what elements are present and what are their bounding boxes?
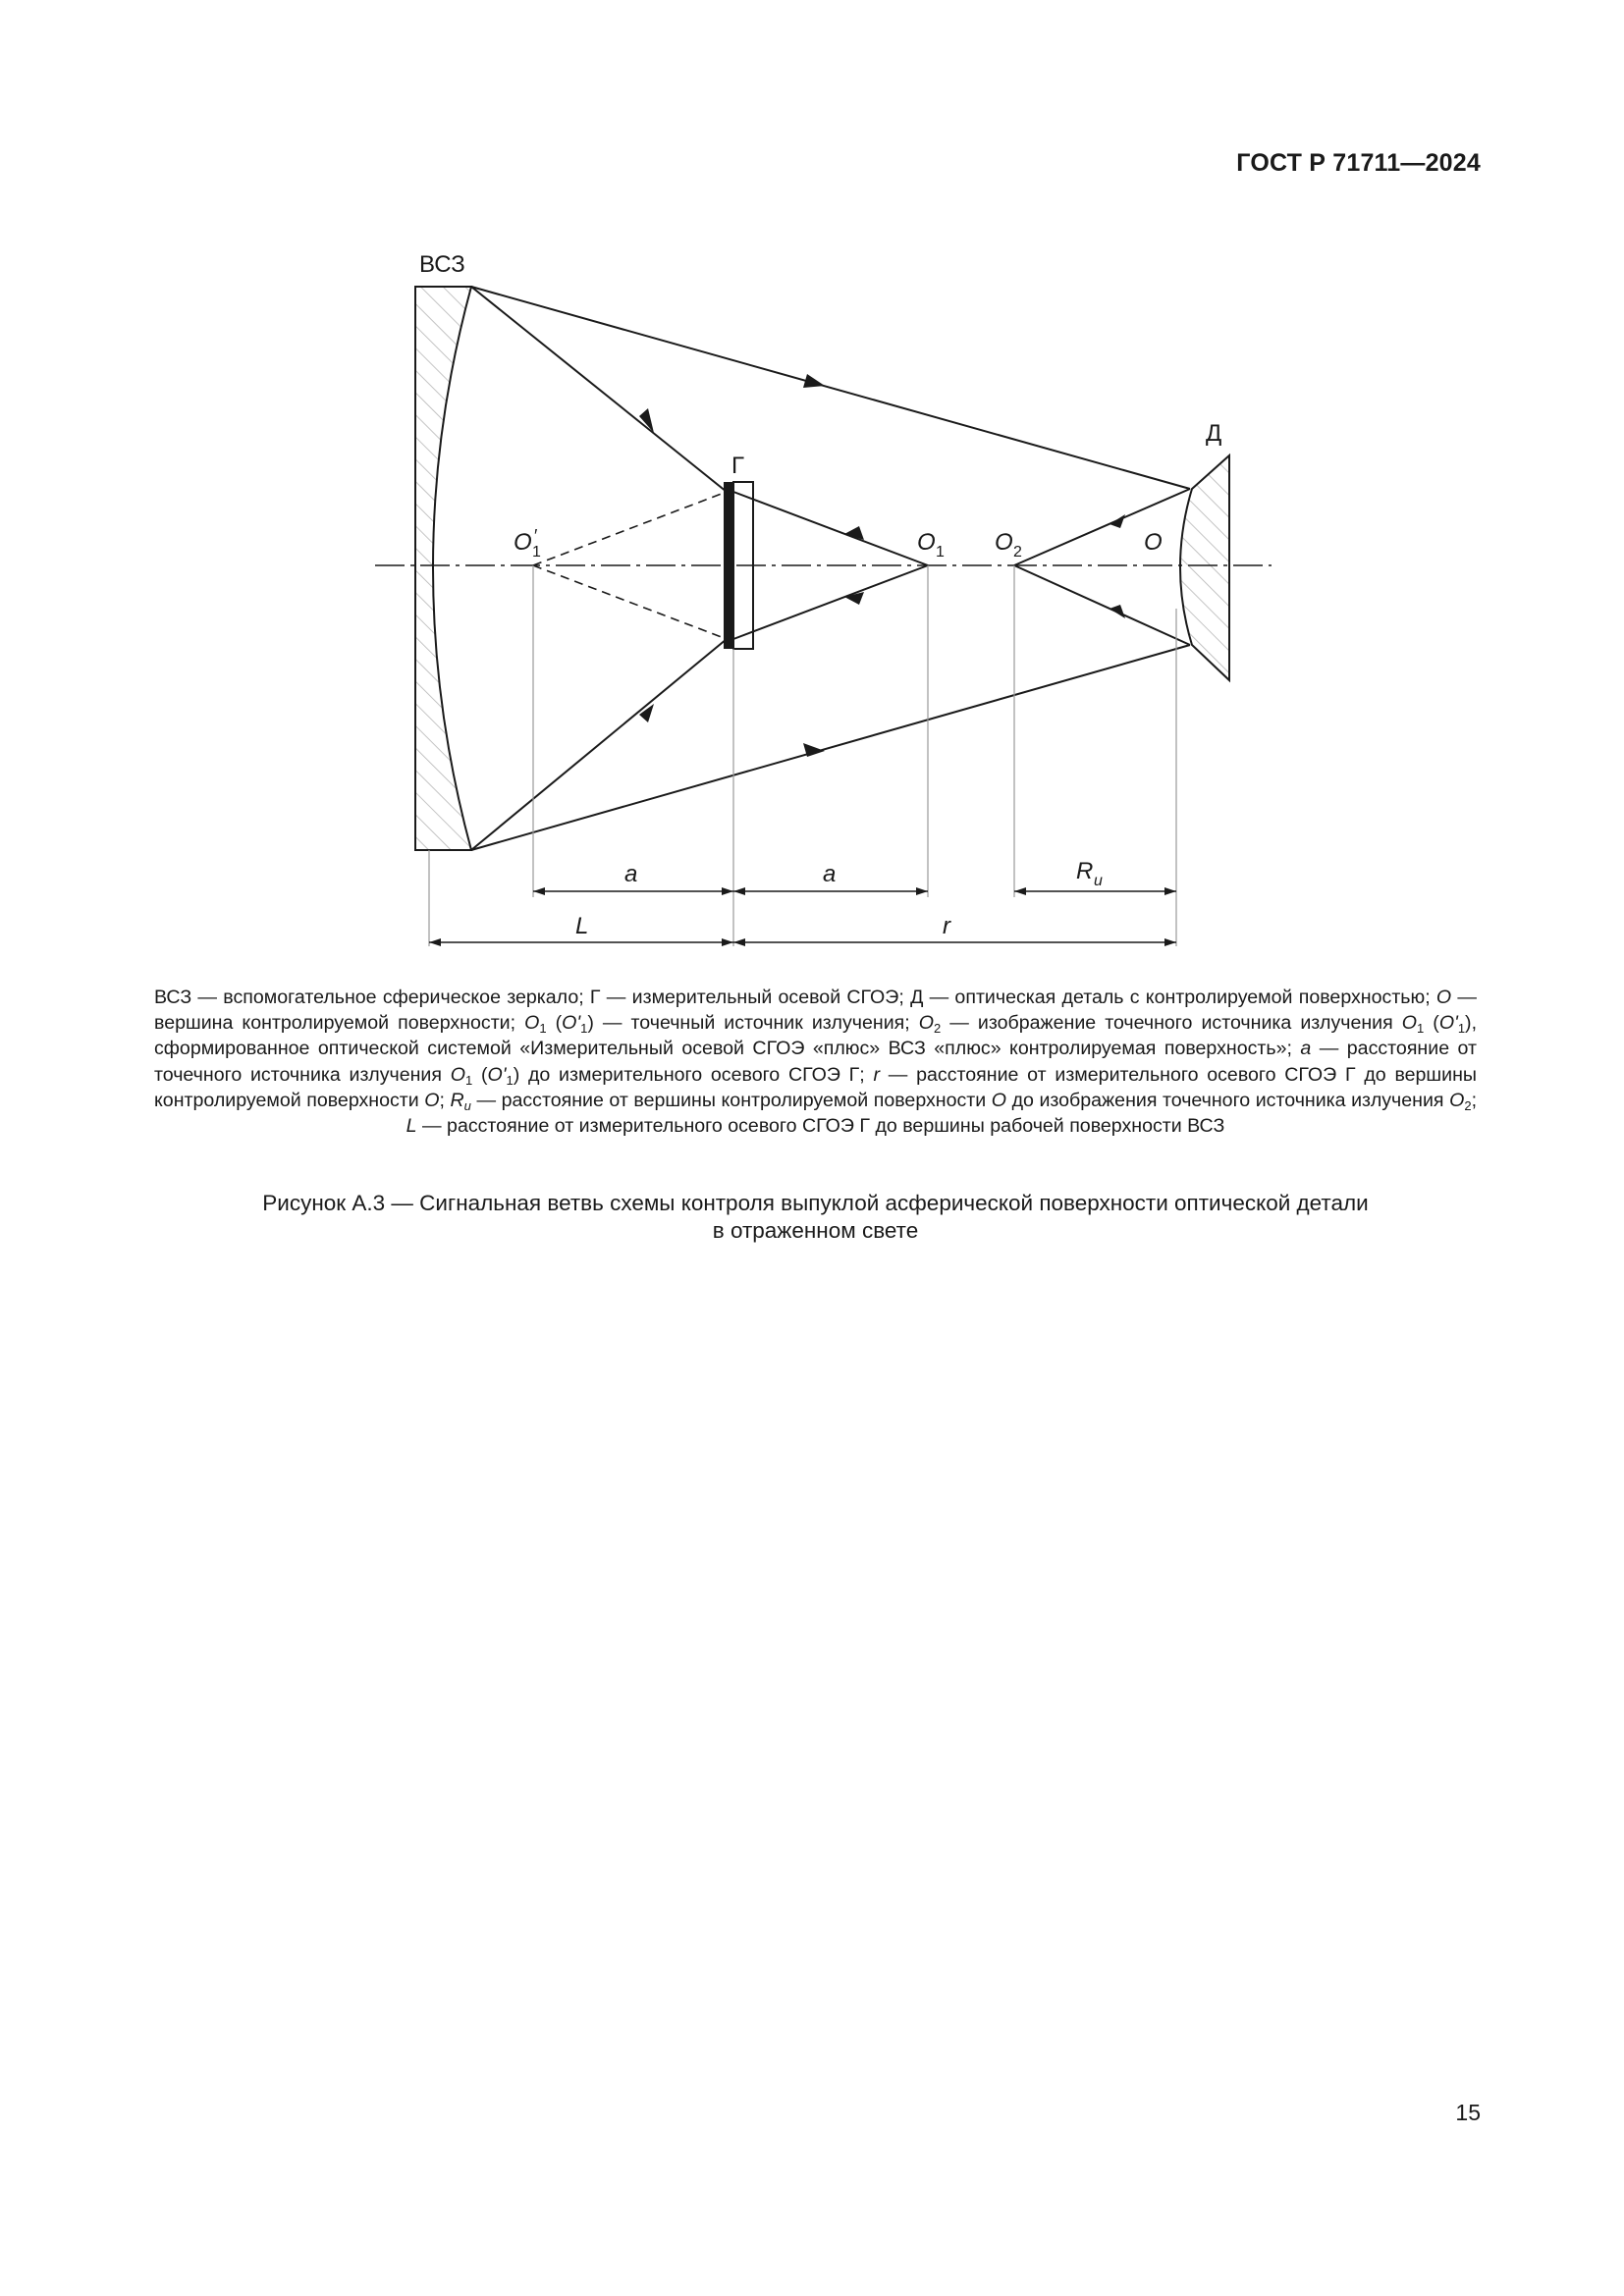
label-o2	[995, 529, 1022, 561]
svg-text:1: 1	[936, 544, 945, 561]
svg-text:2: 2	[1013, 544, 1022, 561]
page-number: 15	[1455, 2100, 1481, 2125]
label-a-right: a	[823, 861, 837, 887]
auxiliary-mirror	[415, 287, 471, 850]
document-standard-number: ГОСТ Р 71711—2024	[1236, 149, 1481, 177]
dimension-lines	[429, 891, 1176, 942]
optical-scheme-figure	[0, 0, 1624, 982]
label-part: Д	[1206, 420, 1222, 447]
svg-text:R: R	[1076, 858, 1094, 884]
svg-text:u: u	[1094, 873, 1103, 889]
label-l: L	[575, 913, 589, 939]
ray-paths	[471, 287, 1190, 850]
caption-line-2: в отраженном свете	[712, 1218, 919, 1243]
svg-text:1: 1	[532, 544, 541, 561]
label-o1	[917, 529, 945, 561]
figure-legend: ВСЗ — вспомогательное сферическое зеркало; Г — измерительный осевой СГОЭ; Д — оптическая деталь с контролируемой поверхностью; O — вершина контролируемой поверхности; $O_1$ $(O'_1)$ — точечный источник излучения; $O_2$ — изображение точечного источника излучения $O_1$ $(O'_1)$, сформированное оптической системой «Измерительный осевой СГОЭ «плюс» ВСЗ «плюс» контролируемая поверхность»; a — расстояние от точечного источника излучения $O_1$ $(O'_1)$ до измерительного осевого СГОЭ Г; r — расстояние от измерительного осевого СГОЭ Г до вершины контролируемой поверхности O; $R_u$ — расстояние от вершины контролируемой поверхности O до изображения точечного источника излучения $O_2$; L — расстояние от измерительного осевого СГОЭ Г до вершины рабочей поверхности ВСЗ	[154, 987, 1478, 1138]
label-sgoe: Г	[731, 453, 744, 479]
label-o1-prime	[514, 526, 541, 561]
label-r-u	[1076, 858, 1103, 889]
caption-line-1: Рисунок А.3 — Сигнальная ветвь схемы контроля выпуклой асферической поверхности оптической детали	[262, 1191, 1369, 1215]
svg-text:O: O	[917, 529, 936, 556]
figure-caption	[154, 1190, 1477, 1245]
label-o-vertex: O	[1144, 529, 1163, 556]
label-mirror: ВСЗ	[419, 251, 465, 278]
svg-text:O: O	[995, 529, 1013, 556]
label-a-left: a	[624, 861, 638, 887]
svg-text:O: O	[514, 529, 532, 556]
svg-text:′: ′	[534, 526, 538, 546]
label-r: r	[943, 913, 950, 939]
